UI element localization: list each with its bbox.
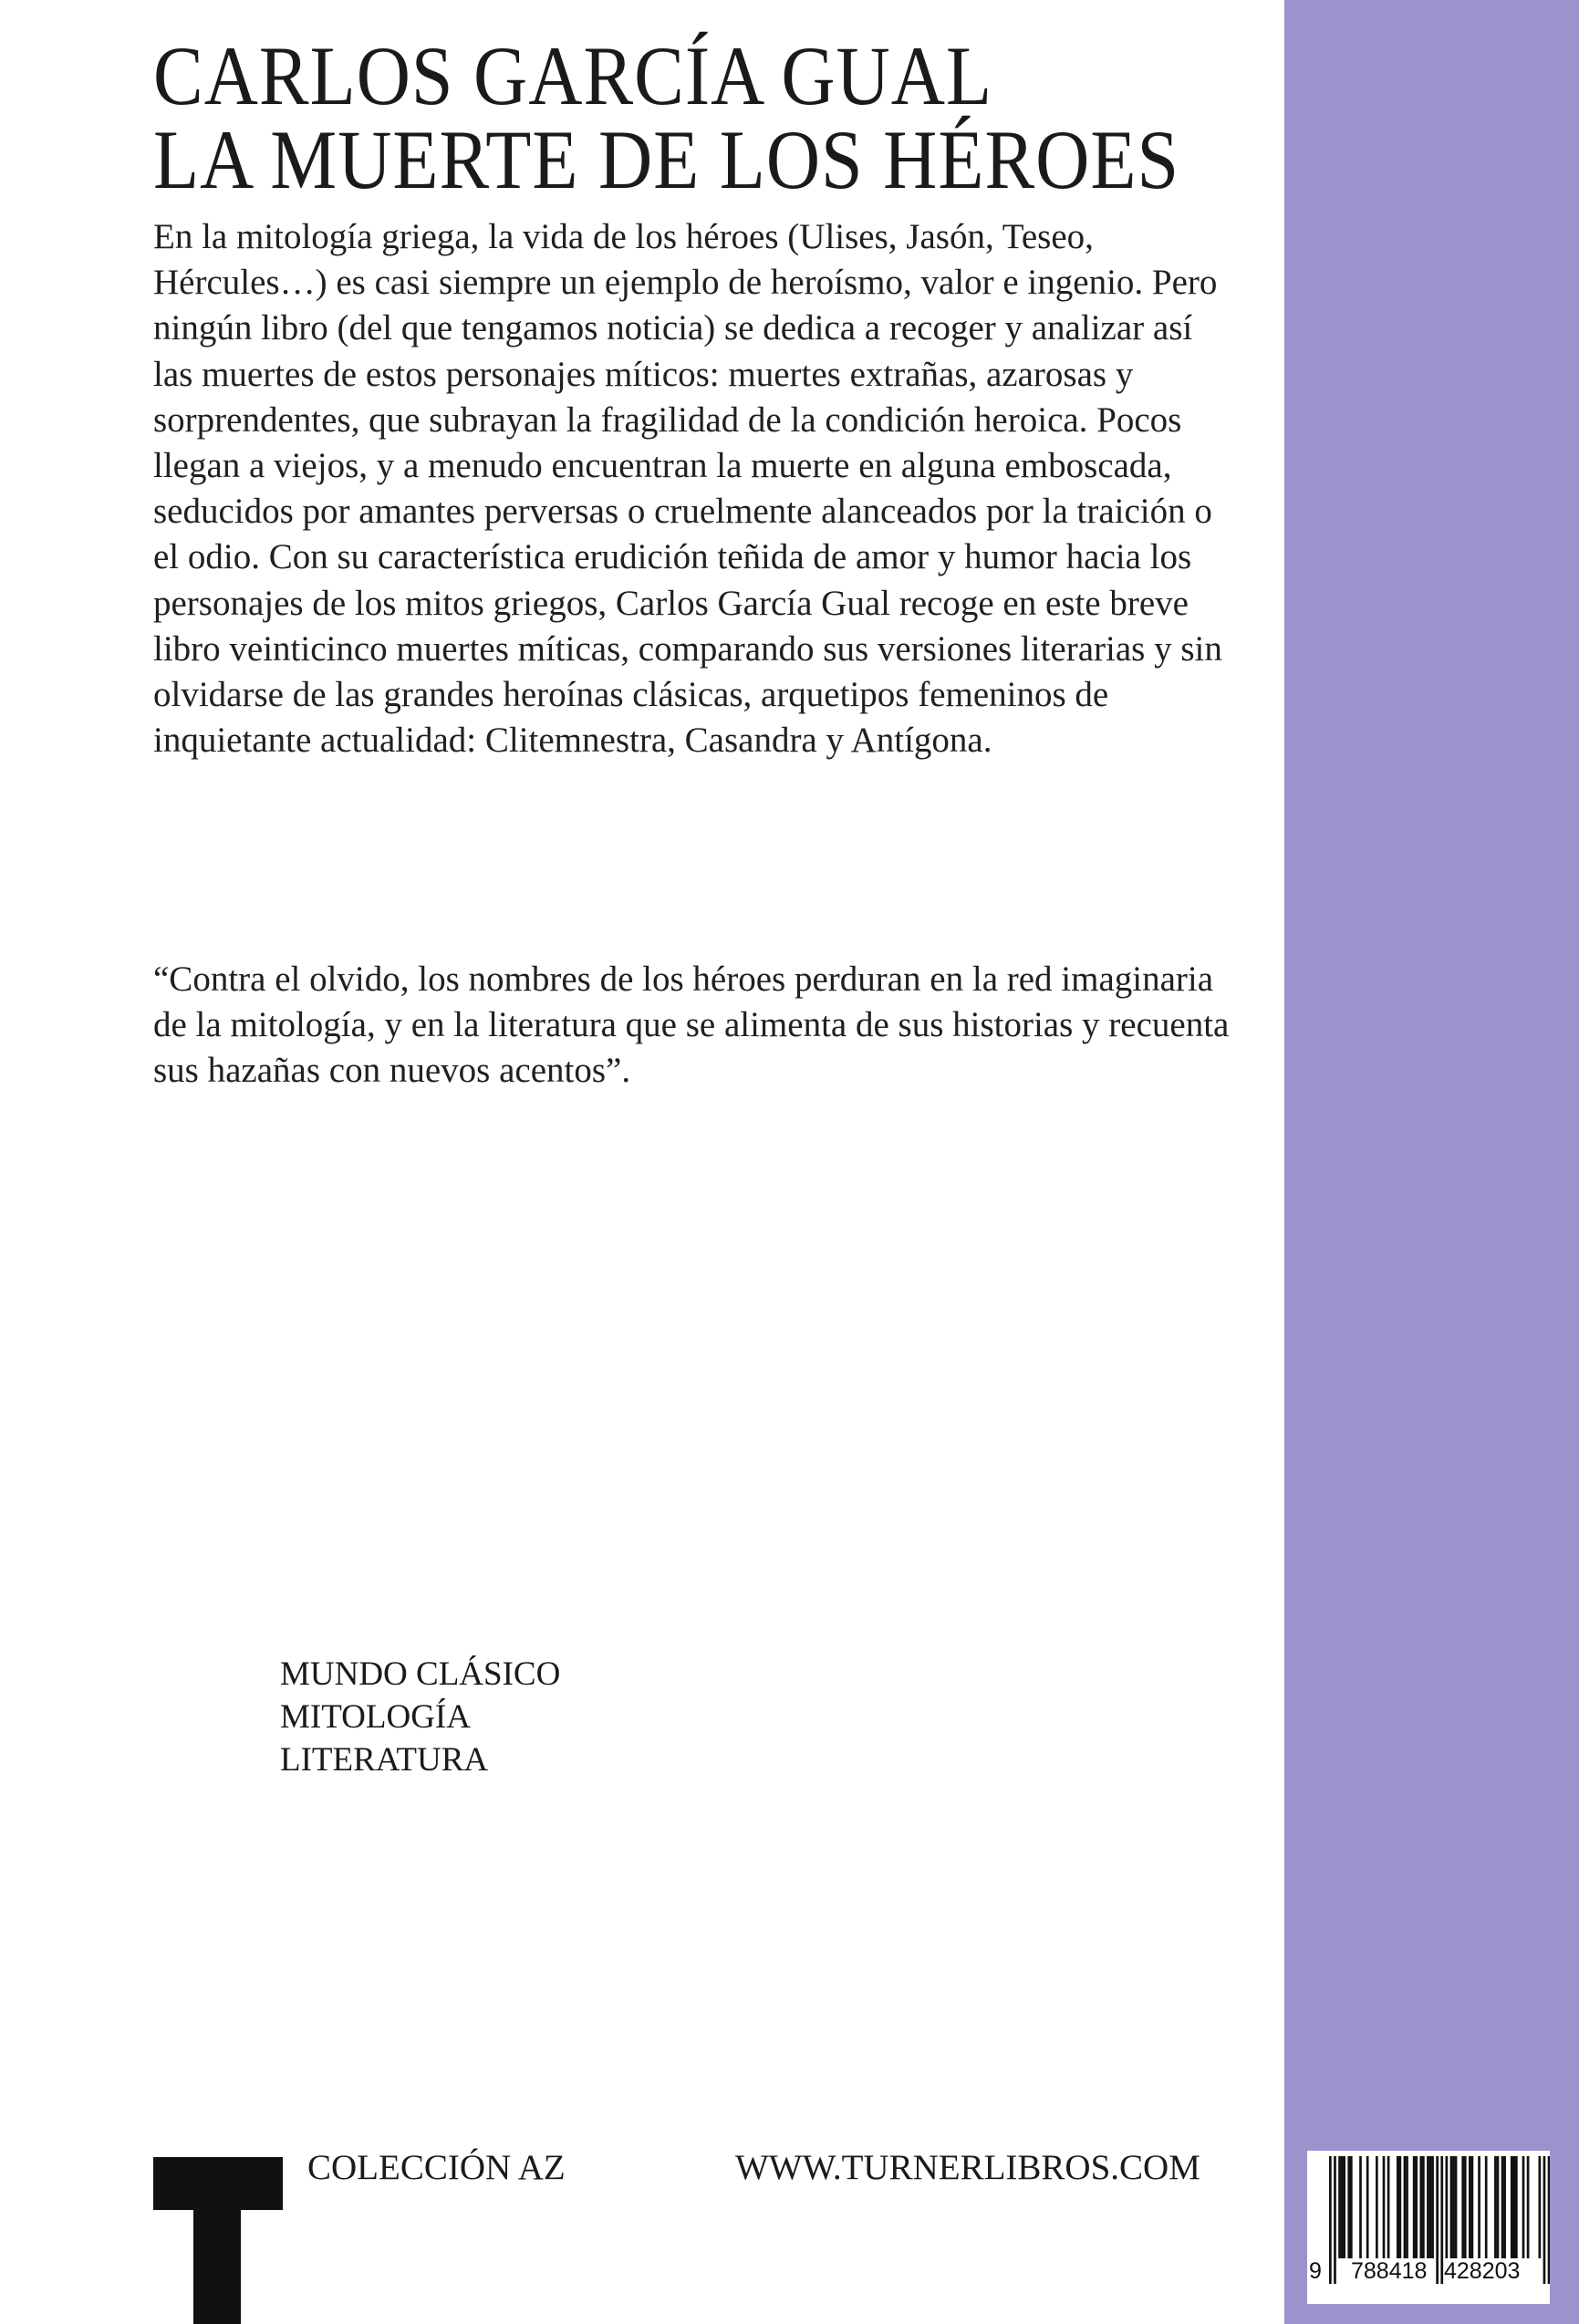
- barcode-bar: [1469, 2156, 1471, 2258]
- barcode-bar: [1501, 2156, 1504, 2258]
- barcode-bar: [1350, 2156, 1353, 2258]
- barcode-bar: [1455, 2156, 1458, 2258]
- publisher-website: WWW.TURNERLIBROS.COM: [735, 2148, 1200, 2187]
- subject-item: LITERATURA: [280, 1741, 489, 1779]
- barcode-bar: [1485, 2156, 1488, 2258]
- barcode-bar: [1338, 2156, 1341, 2258]
- turner-t-logo-icon: [153, 2157, 283, 2324]
- barcode-bar: [1471, 2156, 1474, 2258]
- barcode-bar: [1366, 2156, 1369, 2258]
- barcode-bar: [1497, 2156, 1500, 2258]
- barcode-bar: [1427, 2156, 1429, 2258]
- isbn-barcode: [1307, 2151, 1550, 2304]
- barcode-bar: [1347, 2156, 1350, 2258]
- isbn-right-group: 428203: [1444, 2258, 1521, 2284]
- barcode-bar: [1527, 2156, 1530, 2258]
- subject-list: [280, 1653, 560, 1781]
- barcode-bar: [1515, 2156, 1518, 2258]
- isbn-digits: [1307, 2258, 1550, 2295]
- subject-item: MITOLOGÍA: [280, 1698, 471, 1736]
- synopsis-text: En la mitología griega, la vida de los héroes (Ulises, Jasón, Teseo, Hércules…) es casi siempre un ejemplo de heroísmo, valor e ingenio. Pero ningún libro (del que tengamos noticia) se dedica a recoger y analizar así las muertes de estos personajes míticos: muertes extrañas, azarosas y sorprendentes, que subrayan la fragilidad de la condición heroica. Pocos llegan a viejos, y a menudo encuentran la muerte en alguna emboscada, seducidos por amantes perversas o cruelmente alanceados por la traición o el odio. Con su característica erudición teñida de amor y humor hacia los personajes de los mitos griegos, Carlos García Gual recoge en este breve libro veinticinco muertes míticas, comparando sus versiones literarias y sin olvidarse de las grandes heroínas clásicas, arquetipos femeninos de inquietante actualidad: Clitemnestra, Casandra y Antígona.: [153, 217, 1222, 761]
- subject-item: MUNDO CLÁSICO: [280, 1655, 561, 1693]
- barcode-bar: [1503, 2156, 1506, 2258]
- barcode-bar: [1539, 2156, 1542, 2258]
- barcode-bar: [1452, 2156, 1455, 2258]
- cover-header: [153, 29, 1248, 207]
- barcode-bar: [1450, 2156, 1453, 2258]
- barcode-bar: [1359, 2156, 1362, 2258]
- isbn-left-group: 788418: [1351, 2258, 1428, 2284]
- barcode-bar: [1431, 2156, 1434, 2258]
- barcode-bar: [1406, 2156, 1408, 2258]
- barcode-bar: [1383, 2156, 1386, 2258]
- barcode-bar: [1376, 2156, 1378, 2258]
- author-name: CARLOS GARCÍA GUAL: [153, 29, 993, 123]
- barcode-bar: [1341, 2156, 1344, 2258]
- collection-name: COLECCIÓN AZ: [307, 2148, 566, 2187]
- author-quote: “Contra el olvido, los nombres de los héroes perduran en la red imaginaria de la mitología, y en la literatura que se alimenta de sus historias y recuenta sus hazañas con nuevos acentos”.: [153, 960, 1230, 1090]
- barcode-bar: [1343, 2156, 1345, 2258]
- barcode-bar: [1446, 2156, 1449, 2258]
- barcode-bar: [1522, 2156, 1525, 2258]
- barcode-bar: [1399, 2156, 1402, 2258]
- barcode-bar: [1415, 2156, 1418, 2258]
- barcode-bar: [1397, 2156, 1399, 2258]
- barcode-bar: [1429, 2156, 1432, 2258]
- barcode-bar: [1419, 2156, 1422, 2258]
- barcode-bar: [1404, 2156, 1407, 2258]
- spine-color-panel: [1284, 0, 1579, 2324]
- barcode-bar: [1494, 2156, 1497, 2258]
- barcode-bar: [1512, 2156, 1515, 2258]
- isbn-lead-digit: 9: [1309, 2258, 1322, 2284]
- barcode-bar: [1387, 2156, 1390, 2258]
- barcode-bar: [1464, 2156, 1467, 2258]
- book-title: LA MUERTE DE LOS HÉROES: [153, 113, 1180, 207]
- barcode-bar: [1413, 2156, 1416, 2258]
- barcode-bar: [1511, 2156, 1513, 2258]
- barcode-bar: [1422, 2156, 1425, 2258]
- barcode-bar: [1478, 2156, 1480, 2258]
- barcode-bar: [1461, 2156, 1464, 2258]
